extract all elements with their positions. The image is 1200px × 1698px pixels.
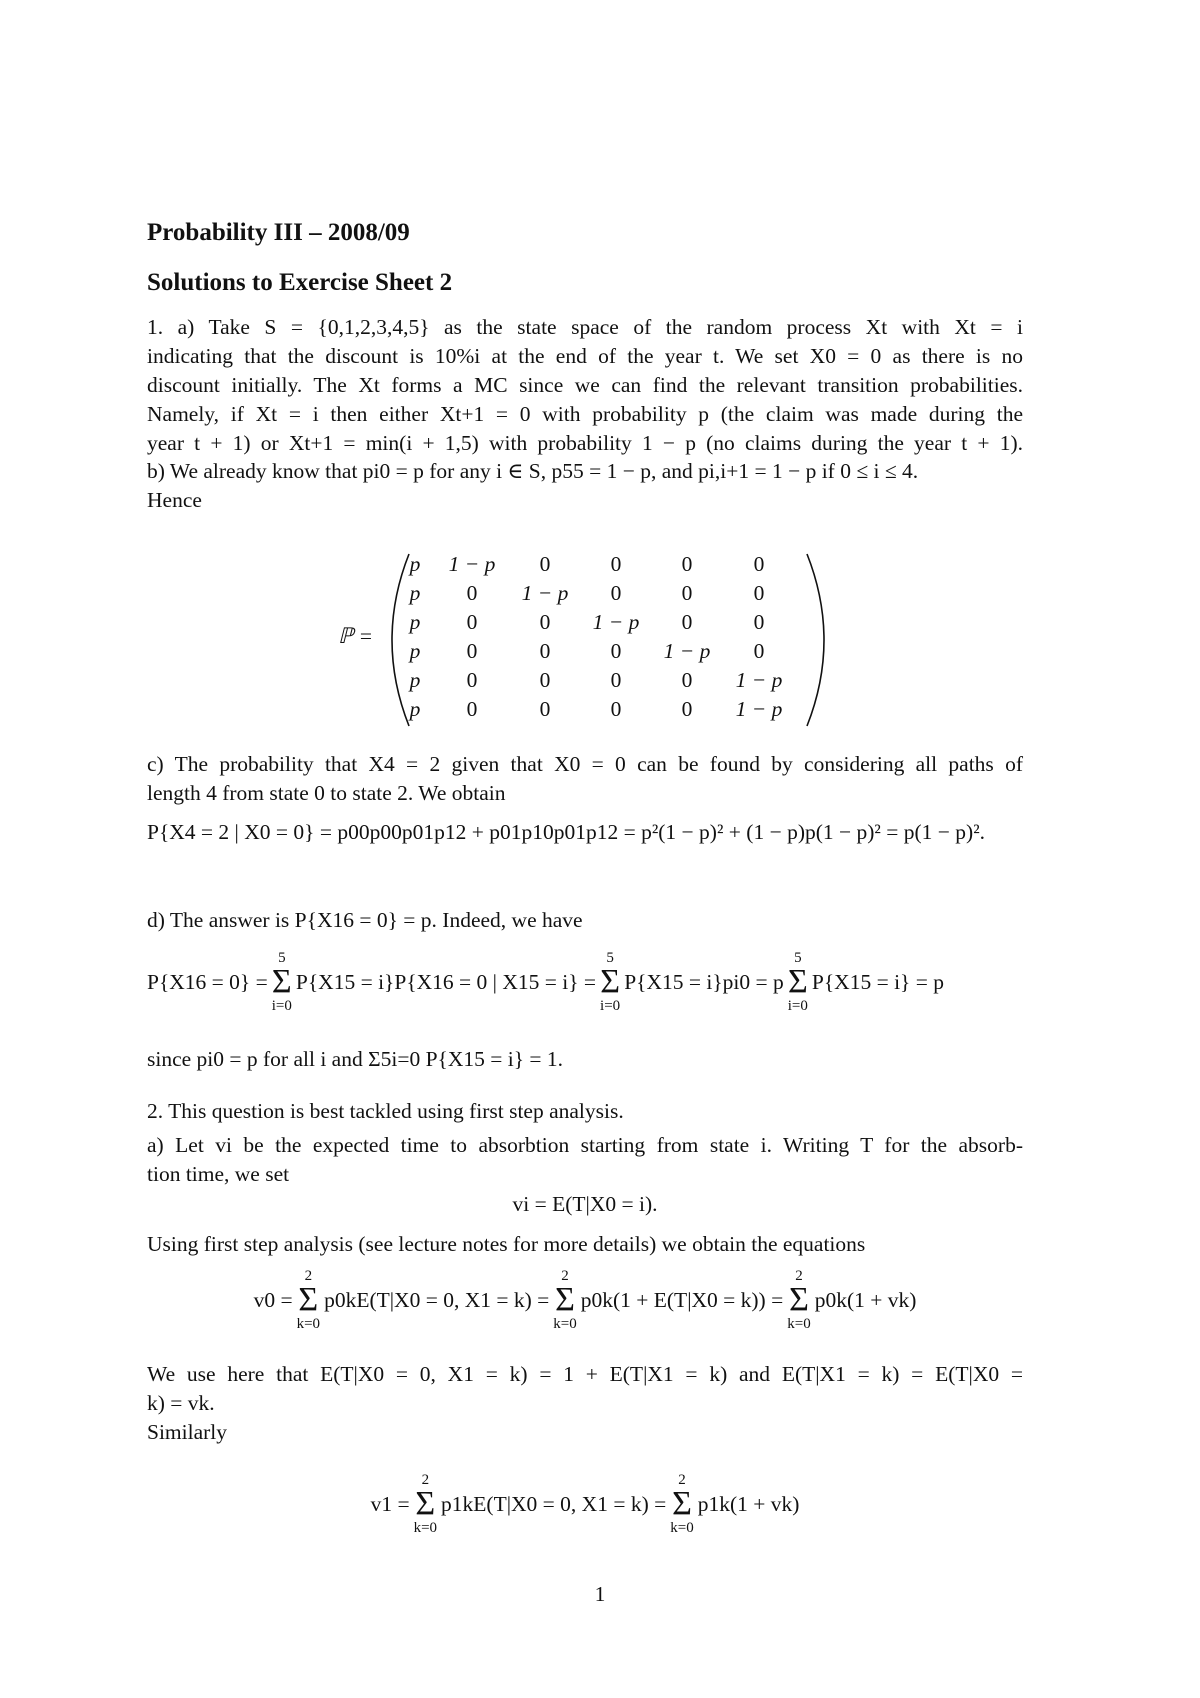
matrix-cell: 0 xyxy=(610,552,622,576)
matrix-row xyxy=(395,637,795,666)
matrix-cell: 0 xyxy=(753,552,765,576)
q1-part-b xyxy=(147,457,1023,515)
sum-sign: 5 Σ i=0 xyxy=(787,950,808,1014)
sum-sign: 5 Σ i=0 xyxy=(271,950,292,1014)
matrix-cell: 0 xyxy=(466,610,478,634)
sum-upper: 2 xyxy=(421,1472,430,1488)
text-line: k) = vk. xyxy=(147,1391,215,1415)
matrix-cell: 0 xyxy=(539,610,551,634)
matrix-cell: 0 xyxy=(539,639,551,663)
text-line: 2. This question is best tackled using first step analysis. xyxy=(147,1099,624,1123)
eq-part: p1kE(T|X0 = 0, X1 = k) = xyxy=(441,1491,667,1516)
matrix-row xyxy=(395,608,795,637)
matrix-cell: 1 − p xyxy=(735,697,783,721)
q1-d-since xyxy=(147,1045,1023,1074)
sum-upper: 5 xyxy=(794,950,802,966)
sum-lower: i=0 xyxy=(600,998,621,1014)
matrix-cell: 0 xyxy=(610,639,622,663)
text-line: since pi0 = p for all i and Σ5i=0 P{X15 = i} = 1. xyxy=(147,1047,564,1071)
sum-sign: 2 Σ k=0 xyxy=(670,1472,694,1536)
text-line: Hence xyxy=(147,488,202,512)
matrix-cell: 1 − p xyxy=(592,610,640,634)
matrix-cell: 0 xyxy=(466,697,478,721)
page-number: 1 xyxy=(594,1582,606,1606)
sum-upper: 2 xyxy=(561,1268,569,1284)
matrix-cell: 0 xyxy=(539,552,551,576)
sum-lower: k=0 xyxy=(296,1316,321,1332)
q2-vi-definition xyxy=(147,1190,1023,1219)
eq-part: p0k(1 + vk) xyxy=(814,1287,917,1312)
matrix-cell: 0 xyxy=(681,610,693,634)
text-line: c) The probability that X4 = 2 given that X0 = 0 can be found by considering all paths of xyxy=(147,752,1023,776)
equation: P{X4 = 2 | X0 = 0} = p00p00p01p12 + p01p10p01p12 = p²(1 − p)² + (1 − p)p(1 − p)² = p(1 − p)². xyxy=(147,820,986,844)
matrix-cell: 1 − p xyxy=(663,639,711,663)
transition-matrix xyxy=(147,550,1023,730)
matrix-label: ℙ = xyxy=(338,624,373,648)
q2-part-a xyxy=(147,1131,1023,1189)
text-line: a) Let vi be the expected time to absorbtion starting from state i. Writing T for the absorb- xyxy=(147,1133,1023,1157)
eq-part: p0k(1 + E(T|X0 = k)) = xyxy=(580,1287,784,1312)
matrix-cell: p xyxy=(409,610,421,634)
sum-sign: 2 Σ k=0 xyxy=(553,1268,577,1332)
matrix-cell: 0 xyxy=(466,581,478,605)
sum-sign: 2 Σ k=0 xyxy=(787,1268,811,1332)
eq-part: P{X15 = i} = p xyxy=(811,969,945,994)
q1-d-equation xyxy=(147,950,1023,1014)
text-line: tion time, we set xyxy=(147,1162,290,1186)
sum-upper: 2 xyxy=(678,1472,686,1488)
sum-lower: k=0 xyxy=(670,1520,694,1536)
matrix-cell: 0 xyxy=(610,697,622,721)
matrix-cell: p xyxy=(409,639,421,663)
text-line: Namely, if Xt = i then either Xt+1 = 0 with probability p (the claim was made during the xyxy=(147,402,1023,426)
matrix-row xyxy=(395,550,795,579)
text-line: Using first step analysis (see lecture notes for more details) we obtain the equations xyxy=(147,1232,866,1256)
text-line: length 4 from state 0 to state 2. We obtain xyxy=(147,781,506,805)
matrix-cell: 0 xyxy=(753,639,765,663)
text-line: Similarly xyxy=(147,1420,228,1444)
sum-upper: 2 xyxy=(795,1268,803,1284)
eq-part: p0kE(T|X0 = 0, X1 = k) = xyxy=(324,1287,550,1312)
eq-part: p1k(1 + vk) xyxy=(697,1491,800,1516)
equation: vi = E(T|X0 = i). xyxy=(512,1192,658,1216)
matrix-cell: 0 xyxy=(681,668,693,692)
matrix-cell: p xyxy=(409,581,421,605)
sum-sign: 5 Σ i=0 xyxy=(600,950,621,1014)
matrix-cell: 0 xyxy=(539,668,551,692)
text-line: 1. a) Take S = {0,1,2,3,4,5} as the state space of the random process Xt with Xt = i xyxy=(147,315,1023,339)
text-line: We use here that E(T|X0 = 0, X1 = k) = 1 + E(T|X1 = k) and E(T|X1 = k) = E(T|X0 = xyxy=(147,1362,1023,1386)
eq-part: v1 = xyxy=(370,1491,410,1516)
matrix-cell: 0 xyxy=(466,668,478,692)
sum-sign: 2 Σ k=0 xyxy=(296,1268,321,1332)
matrix-cell: 0 xyxy=(681,581,693,605)
sum-lower: i=0 xyxy=(787,998,808,1014)
matrix-cell: p xyxy=(409,552,421,576)
matrix-cell: 0 xyxy=(610,581,622,605)
q2-use xyxy=(147,1360,1023,1447)
q1-part-d xyxy=(147,906,1023,935)
eq-part: P{X16 = 0} = xyxy=(147,969,268,994)
matrix-cell: 0 xyxy=(466,639,478,663)
sum-sign: 2 Σ k=0 xyxy=(413,1472,438,1536)
q2-fsa xyxy=(147,1230,1023,1259)
text-line: b) We already know that pi0 = p for any i ∈ S, p55 = 1 − p, and pi,i+1 = 1 − p if 0 ≤ i ≤ 4. xyxy=(147,459,919,483)
q2-intro xyxy=(147,1097,1023,1126)
matrix-cell: 0 xyxy=(539,697,551,721)
matrix-cell: 0 xyxy=(753,581,765,605)
matrix-table xyxy=(395,550,795,724)
sum-upper: 5 xyxy=(278,950,286,966)
matrix-cell: 1 − p xyxy=(448,552,496,576)
sum-upper: 2 xyxy=(304,1268,313,1284)
matrix-cell: 1 − p xyxy=(735,668,783,692)
q1-part-a xyxy=(147,313,1023,458)
matrix-cell: 0 xyxy=(681,697,693,721)
q2-v1-equation xyxy=(147,1472,1023,1536)
matrix-cell: 1 − p xyxy=(521,581,569,605)
eq-part: P{X15 = i}P{X16 = 0 | X15 = i} = xyxy=(295,969,597,994)
eq-part: P{X15 = i}pi0 = p xyxy=(624,969,784,994)
sum-upper: 5 xyxy=(606,950,614,966)
q1-part-c xyxy=(147,750,1023,808)
matrix-row xyxy=(395,666,795,695)
eq-part: v0 = xyxy=(253,1287,293,1312)
text-line: indicating that the discount is 10%i at the end of the year t. We set X0 = 0 as there is no xyxy=(147,344,1023,368)
sum-lower: k=0 xyxy=(787,1316,811,1332)
matrix-row xyxy=(395,695,795,724)
matrix-cell: p xyxy=(409,668,421,692)
sum-lower: k=0 xyxy=(413,1520,438,1536)
matrix-cell: p xyxy=(409,697,421,721)
sum-lower: i=0 xyxy=(271,998,292,1014)
q2-v0-equation xyxy=(147,1268,1023,1332)
text-line: d) The answer is P{X16 = 0} = p. Indeed, we have xyxy=(147,908,583,932)
page-subtitle: Solutions to Exercise Sheet 2 xyxy=(147,269,453,296)
text-line: year t + 1) or Xt+1 = min(i + 1,5) with probability 1 − p (no claims during the year t + 1). xyxy=(147,431,1023,455)
matrix-row xyxy=(395,579,795,608)
sum-lower: k=0 xyxy=(553,1316,577,1332)
text-line: discount initially. The Xt forms a MC since we can find the relevant transition probabilities. xyxy=(147,373,1023,397)
matrix-cell: 0 xyxy=(681,552,693,576)
matrix-cell: 0 xyxy=(610,668,622,692)
q1-c-equation xyxy=(147,818,1023,847)
page-title: Probability III – 2008/09 xyxy=(147,219,410,246)
matrix-cell: 0 xyxy=(753,610,765,634)
